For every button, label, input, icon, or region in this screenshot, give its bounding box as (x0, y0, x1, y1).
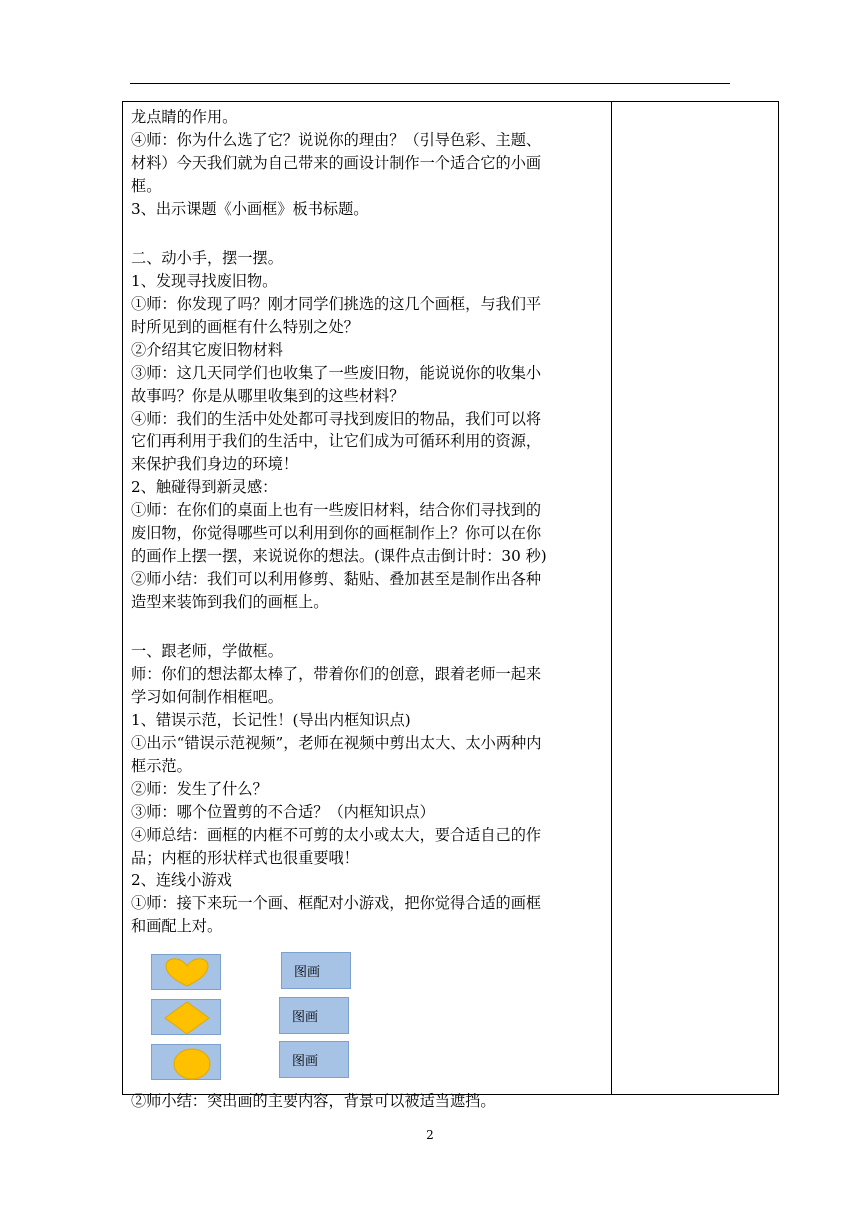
text-line: 龙点睛的作用。 (131, 108, 238, 126)
page-number: 2 (426, 1128, 434, 1142)
section-heading: 一、跟老师，学做框。 (131, 642, 283, 661)
text-line: 来保护我们身边的环境！ (131, 455, 299, 474)
text-line: ③师：哪个位置剪的不合适？（内框知识点） (131, 802, 435, 821)
ellipse-icon (152, 1045, 222, 1081)
blank-line (131, 614, 605, 637)
text-line: ②介绍其它废旧物材料 (131, 340, 283, 359)
text-line: ①师：在你们的桌面上也有一些废旧材料，结合你们寻找到的 (131, 501, 542, 520)
text-line: 1、发现寻找废旧物。 (131, 272, 278, 291)
text-line: 时所见到的画框有什么特别之处？ (131, 318, 359, 337)
text-line: 框示范。 (131, 756, 192, 775)
heart-shape-box (151, 954, 221, 990)
text-line: 2、连线小游戏 (131, 871, 232, 890)
text-line: 故事吗？你是从哪里收集到的这些材料？ (131, 386, 405, 405)
column-divider (611, 102, 612, 1094)
text-line: ②师小结：我们可以利用修剪、黏贴、叠加甚至是制作出各种 (131, 569, 542, 588)
header-rule (130, 83, 730, 84)
text-line: 它们再利用于我们的生活中，让它们成为可循环利用的资源， (131, 432, 542, 451)
text-line: 材料）今天我们就为自己带来的画设计制作一个适合它的小画 (131, 153, 542, 172)
text-line: ①师：你发现了吗？刚才同学们挑选的这几个画框，与我们平 (131, 295, 542, 314)
text-line: ①师：接下来玩一个画、框配对小游戏，把你觉得合适的画框 (131, 894, 542, 913)
ellipse-shape-box (151, 1044, 221, 1080)
picture-card (279, 997, 349, 1034)
lesson-content-cell (131, 106, 605, 1113)
matching-game (131, 938, 605, 1090)
picture-card-label: 图画 (292, 1010, 319, 1026)
text-line: 1、错误示范，长记性！(导出内框知识点) (131, 711, 411, 730)
text-line: 品；内框的形状样式也很重要哦！ (131, 848, 359, 867)
lesson-table (122, 101, 779, 1111)
text-line: 3、出示课题《小画框》板书标题。 (131, 199, 369, 218)
text-line: 废旧物，你觉得哪些可以利用到你的画框制作上？你可以在你 (131, 524, 542, 543)
text-line: 师：你们的想法都太棒了，带着你们的创意，跟着老师一起来 (131, 665, 542, 684)
text-line: 框。 (131, 176, 162, 195)
text-line: 和画配上对。 (131, 917, 223, 936)
text-line: ④师总结：画框的内框不可剪的太小或太大，要合适自己的作 (131, 825, 542, 844)
diamond-shape-box (151, 999, 221, 1035)
text-line: 的画作上摆一摆，来说说你的想法。(课件点击倒计时：30 秒) (131, 546, 547, 565)
picture-card (281, 952, 351, 989)
picture-card-label: 图画 (292, 1054, 319, 1070)
summary-line: ②师小结：突出画的主要内容，背景可以被适当遮挡。 (131, 1092, 496, 1111)
text-line: ④师：你为什么选了它？说说你的理由？（引导色彩、主题、 (131, 130, 542, 149)
diamond-icon (152, 1000, 222, 1036)
text-line: ④师：我们的生活中处处都可寻找到废旧的物品，我们可以将 (131, 409, 542, 428)
picture-card-label: 图画 (294, 965, 321, 981)
text-line: ③师：这几天同学们也收集了一些废旧物，能说说你的收集小 (131, 363, 542, 382)
heart-icon (152, 955, 222, 991)
text-line: 造型来装饰到我们的画框上。 (131, 592, 329, 611)
picture-card (279, 1041, 349, 1078)
text-line: 2、触碰得到新灵感： (131, 478, 278, 497)
text-line: ②师：发生了什么？ (131, 779, 268, 798)
section-heading: 二、动小手，摆一摆。 (131, 249, 283, 268)
blank-line (131, 220, 605, 243)
text-line: ①出示“错误示范视频”，老师在视频中剪出太大、太小两种内 (131, 734, 542, 753)
text-line: 学习如何制作相框吧。 (131, 688, 283, 707)
